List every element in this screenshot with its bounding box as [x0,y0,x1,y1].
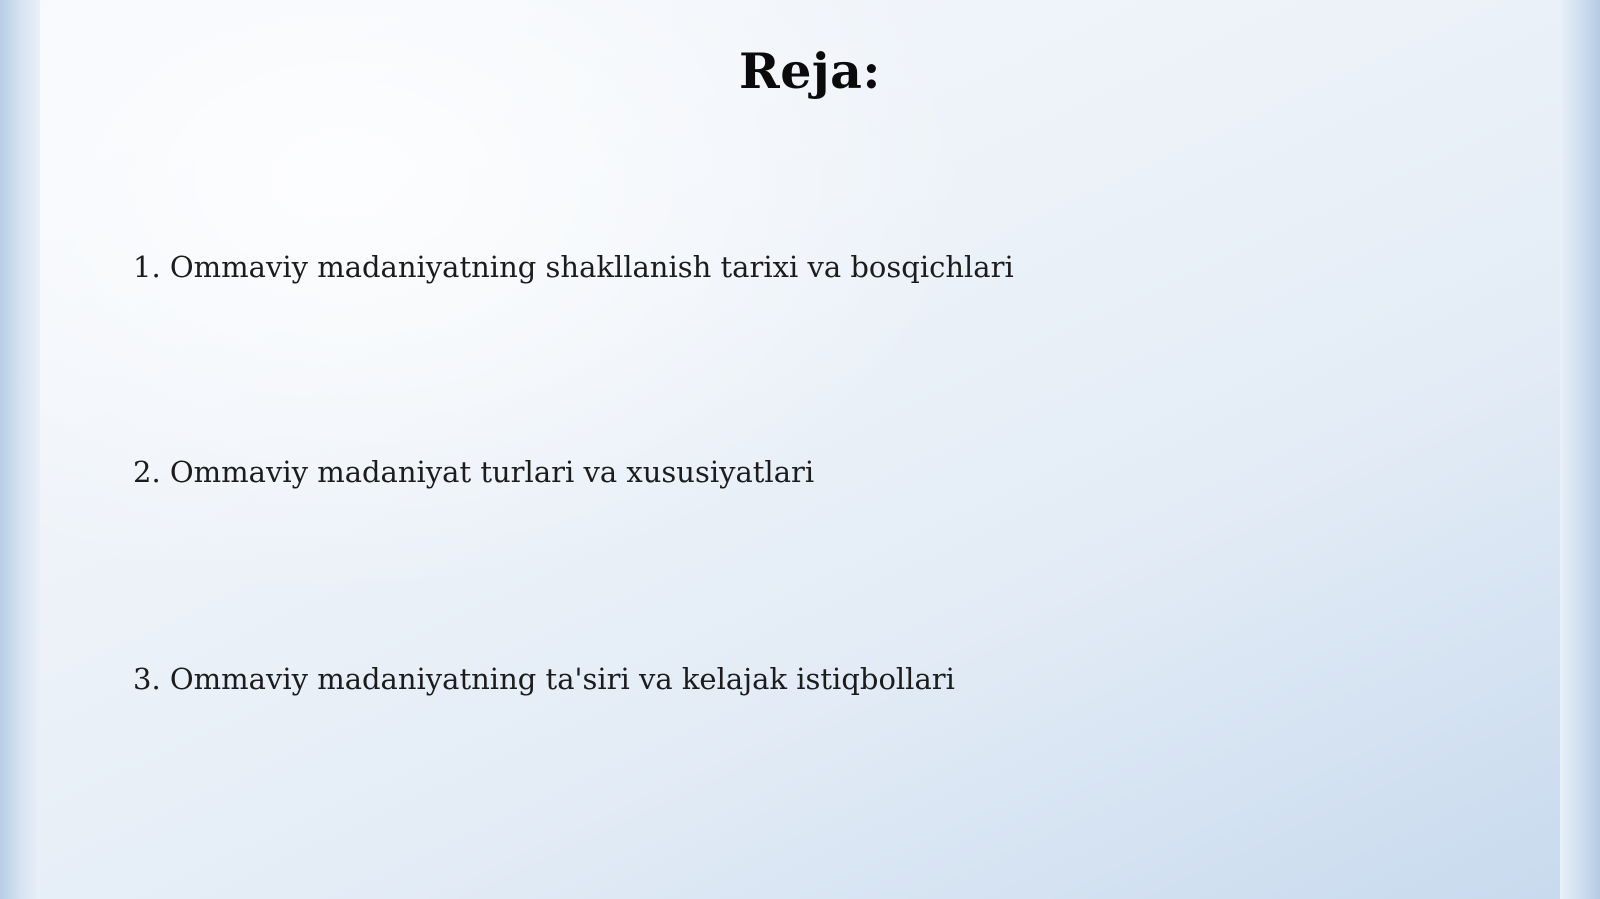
plan-item-1: 1. Ommaviy madaniyatning shakllanish tarixi va bosqichlari [133,250,1014,284]
plan-item-3: 3. Ommaviy madaniyatning ta'siri va kelajak istiqbollari [133,662,955,696]
slide [40,0,1560,899]
slide-title: Reja: [739,42,881,100]
plan-item-2: 2. Ommaviy madaniyat turlari va xususiyatlari [133,455,815,489]
